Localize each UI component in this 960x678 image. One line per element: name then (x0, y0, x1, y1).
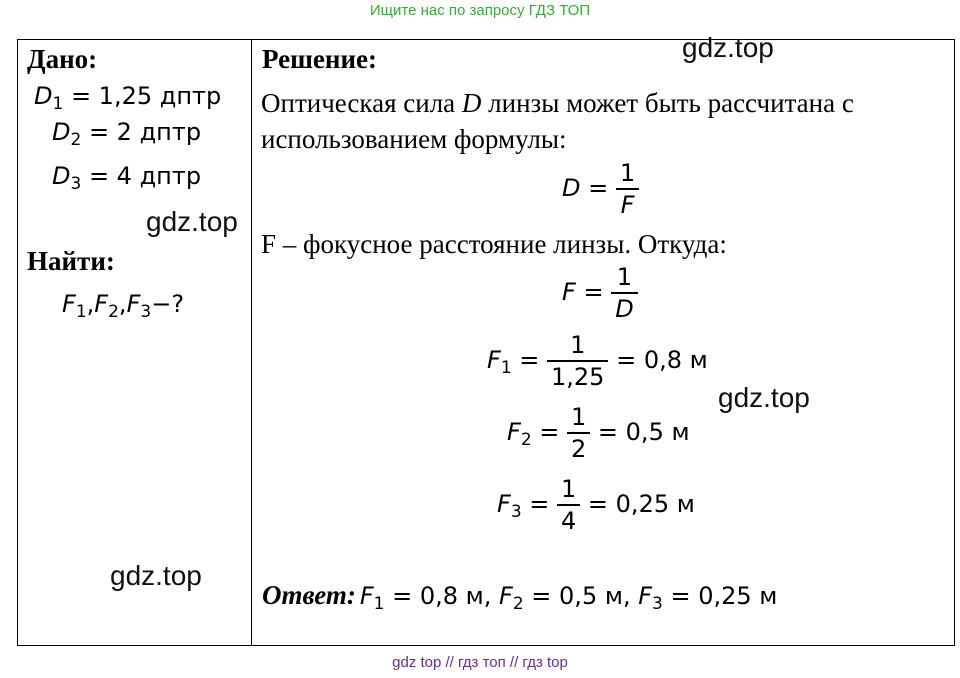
formula-focal-length: F = $\frac{1}{D}$ (562, 262, 638, 324)
watermark-1: gdz.top (682, 32, 774, 63)
given-d2: $D_2 = 2$ дптр (52, 118, 202, 150)
calc-f3: $F_3$ = $\frac{1}{4}$ = 0,25 м (497, 475, 695, 535)
watermark-4: gdz.top (110, 560, 202, 591)
formula-optical-power: D = $\frac{1}{F}$ (562, 158, 639, 220)
solution-text-line1: Оптическая сила D линзы может быть рассчитана с (261, 88, 854, 118)
top-banner: Ищите нас по запросу ГДЗ ТОП (369, 2, 591, 19)
bottom-banner: gdz top // гдз топ // гдз top (392, 654, 568, 671)
column-divider (251, 39, 252, 646)
calc-f2: $F_2$ = $\frac{1}{2}$ = 0,5 м (507, 403, 690, 463)
given-d1: $D_1 = 1,25$ дптр (34, 82, 222, 114)
solution-text-line3: F – фокусное расстояние линзы. Откуда: (261, 229, 727, 259)
find-values: $F_1,F_2,F_3-$? (62, 290, 185, 322)
calc-f1: $F_1$ = $\frac{1}{1,25}$ = 0,8 м (487, 331, 708, 391)
find-heading: Найти: (27, 246, 115, 276)
watermark-3: gdz.top (718, 382, 810, 413)
solution-heading: Решение: (262, 44, 377, 74)
given-heading: Дано: (27, 44, 98, 74)
given-d3: $D_3 = 4$ дптр (52, 162, 202, 194)
answer-line: Ответ: $F_1 = 0,8$ м, $F_2 = 0,5$ м, $F_3 = 0,25$ м (262, 580, 778, 614)
solution-text-line2: использованием формулы: (261, 124, 567, 154)
answer-label: Ответ: (262, 580, 356, 610)
watermark-2: gdz.top (146, 206, 238, 237)
